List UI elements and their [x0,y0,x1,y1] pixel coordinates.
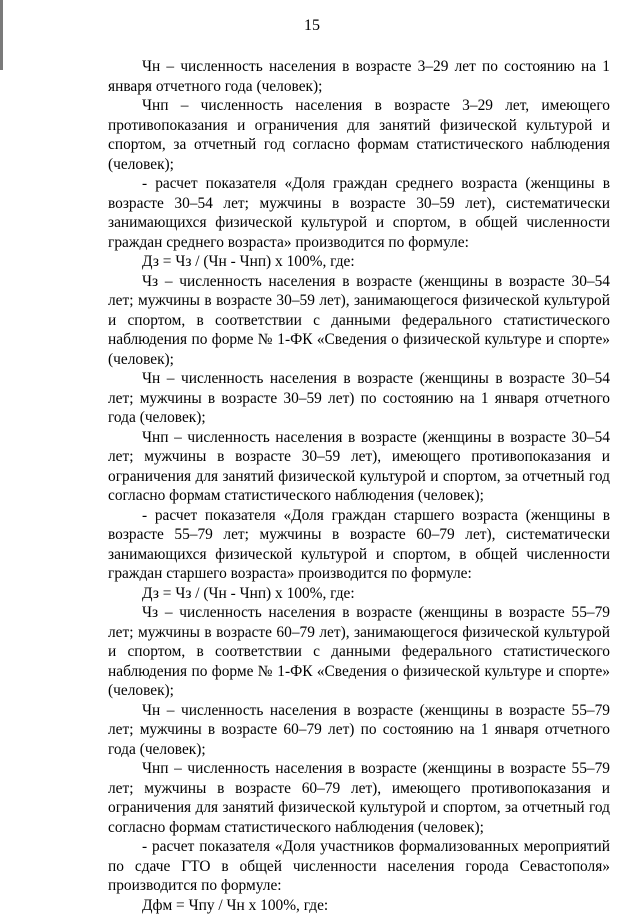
formula-dfm: Дфм = Чпу / Чн х 100%, где: [108,896,610,915]
formula-dz-middle-age: Дз = Чз / (Чн - Чнп) х 100%, где: [108,252,610,272]
paragraph-indicator-gto: - расчет показателя «Доля участников формализованных мероприятий по сдаче ГТО в общей численности населения города Севастополя» производится по формуле: [108,837,610,896]
formula-dz-senior-age: Дз = Чз / (Чн - Чнп) х 100%, где: [108,584,610,604]
paragraph-indicator-middle-age: - расчет показателя «Доля граждан среднего возраста (женщины в возрасте 30–54 лет; мужчины в возрасте 30–59 лет), систематически занимающихся физической культурой и спортом, в общей численности граждан среднего возраста» производится по формуле: [108,174,610,252]
paragraph-definition-chz-senior-age: Чз – численность населения в возрасте (женщины в возрасте 55–79 лет; мужчины в возрасте 60–79 лет), занимающегося физической культурой и спортом, в соответствии с данными федерального статистического наблюдения по форме № 1-ФК «Сведения о физической культуре и спорте» (человек); [108,603,610,701]
paragraph-indicator-senior-age: - расчет показателя «Доля граждан старшего возраста (женщины в возрасте 55–79 лет; мужчины в возрасте 60–79 лет), систематически занимающихся физической культурой и спортом, в общей численности граждан старшего возраста» производится по формуле: [108,506,610,584]
paragraph-definition-chn-middle-age: Чн – численность населения в возрасте (женщины в возрасте 30–54 лет; мужчины в возрасте 30–59 лет) по состоянию на 1 января отчетного года (человек); [108,369,610,428]
paragraph-definition-chz-middle-age: Чз – численность населения в возрасте (женщины в возрасте 30–54 лет; мужчины в возрасте 30–59 лет), занимающегося физической культурой и спортом, в соответствии с данными федерального статистического наблюдения по форме № 1-ФК «Сведения о физической культуре и спорте» (человек); [108,272,610,370]
paragraph-definition-chnp-3-29: Чнп – численность населения в возрасте 3–29 лет, имеющего противопоказания и ограничения для занятий физической культурой и спортом, за отчетный год согласно формам статистического наблюдения (человек); [108,96,610,174]
paragraph-definition-chn-senior-age: Чн – численность населения в возрасте (женщины в возрасте 55–79 лет; мужчины в возрасте 60–79 лет) по состоянию на 1 января отчетного года (человек); [108,701,610,760]
paragraph-definition-chnp-middle-age: Чнп – численность населения в возрасте (женщины в возрасте 30–54 лет; мужчины в возрасте 30–59 лет), имеющего противопоказания и ограничения для занятий физической культурой и спортом, за отчетный год согласно формам статистического наблюдения (человек); [108,428,610,506]
paragraph-definition-chnp-senior-age: Чнп – численность населения в возрасте (женщины в возрасте 55–79 лет; мужчины в возрасте 60–79 лет), имеющего противопоказания и ограничения для занятий физической культурой и спортом, за отчетный год согласно формам статистического наблюдения (человек); [108,759,610,837]
page-number: 15 [0,16,624,36]
document-body [108,57,610,915]
paragraph-definition-chn-3-29: Чн – численность населения в возрасте 3–29 лет по состоянию на 1 января отчетного года (человек); [108,57,610,96]
